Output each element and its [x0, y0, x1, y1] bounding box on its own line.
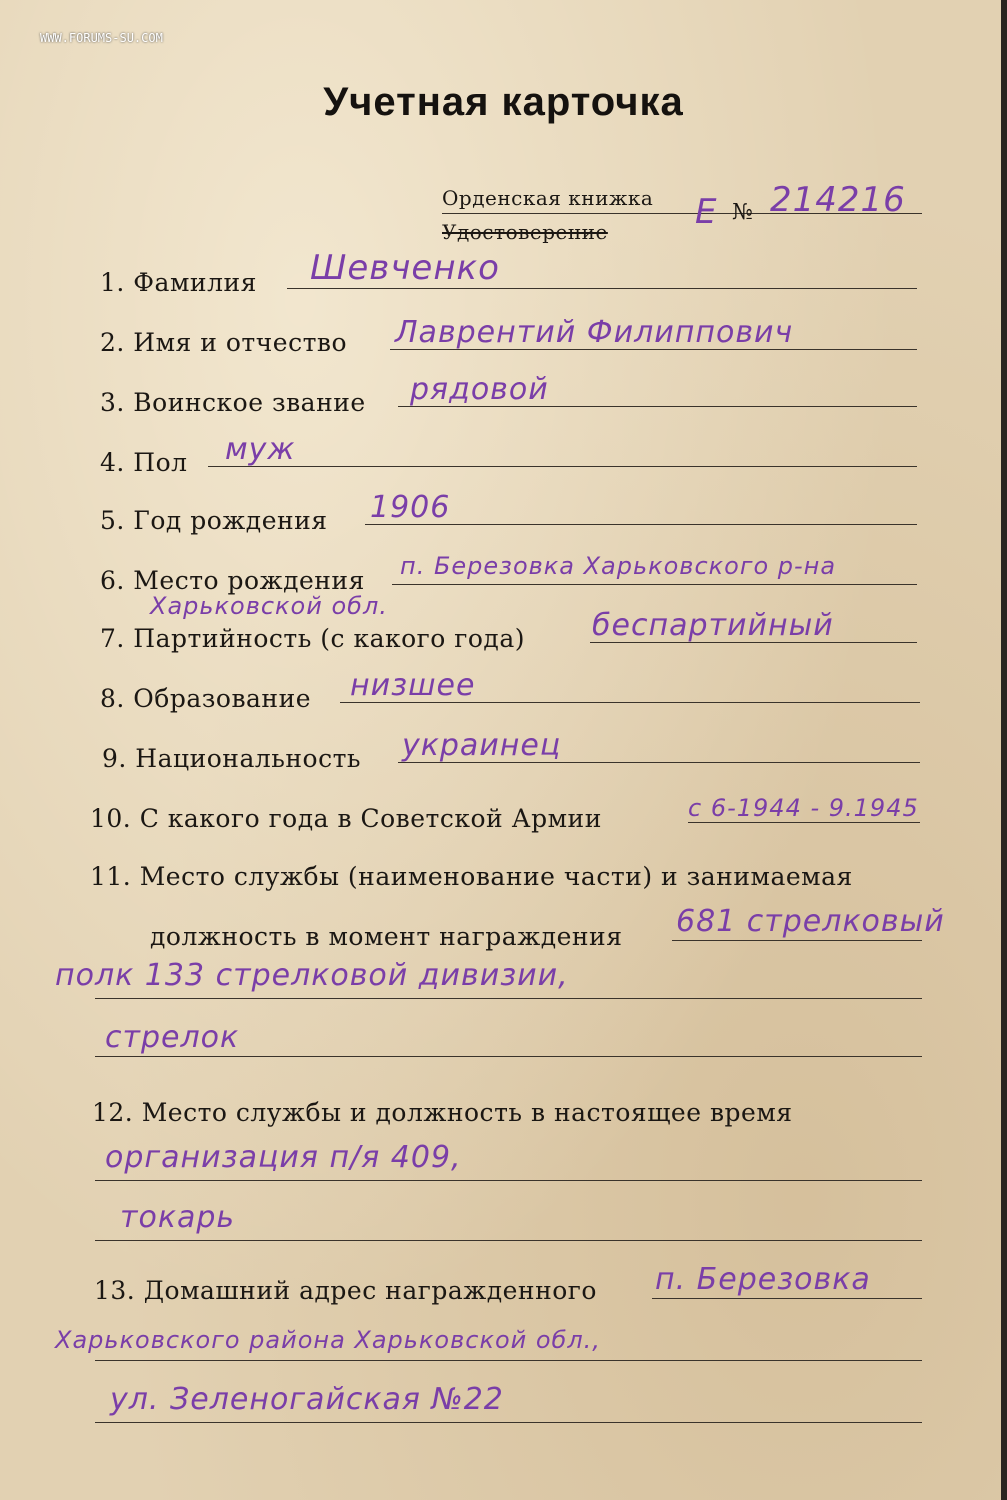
field-line-army-since [688, 822, 920, 823]
field-value-army-since: с 6-1944 - 9.1945 [688, 794, 919, 822]
field-line-unit-3 [95, 1056, 922, 1057]
field-value-unit-line-1: полк 133 стрелковой дивизии, [55, 958, 569, 993]
field-value-education: низшее [350, 668, 476, 703]
field-value-name: Лаврентий Филиппович [395, 315, 794, 350]
field-line-unit-2 [95, 998, 922, 999]
field-label-army-since: 10. С какого года в Советской Армии [90, 804, 602, 833]
field-value-current-job-line-1: организация п/я 409, [105, 1140, 462, 1175]
field-label-nationality: 9. Национальность [102, 744, 362, 773]
field-label-birthplace: 6. Место рождения [100, 566, 365, 595]
field-label-surname: 1. Фамилия [100, 268, 257, 297]
series-value: Е [695, 192, 718, 232]
field-label-name: 2. Имя и отчество [100, 328, 348, 357]
field-line-sex [208, 466, 917, 467]
field-value-sex: муж [225, 432, 296, 467]
field-label-current-job: 12. Место службы и должность в настоящее время [92, 1098, 793, 1127]
field-line-birthplace [392, 584, 917, 585]
field-label-sex: 4. Пол [100, 448, 188, 477]
field-value-nationality: украинец [402, 728, 562, 763]
card-title: Учетная карточка [323, 80, 684, 124]
field-label-unit-2: должность в момент награждения [150, 922, 623, 951]
field-line-home-address-3 [95, 1422, 922, 1423]
field-line-current-job [95, 1180, 922, 1181]
field-value-current-job-line-2: токарь [120, 1200, 236, 1235]
field-value-surname: Шевченко [310, 248, 500, 288]
number-prefix: № [732, 200, 754, 225]
certificate-label: Удостоверение [442, 220, 608, 244]
field-line-surname [287, 288, 917, 289]
field-value-rank: рядовой [410, 372, 549, 407]
order-book-label: Орденская книжка [442, 186, 654, 210]
field-line-current-job-2 [95, 1240, 922, 1241]
field-value-birthplace-2: Харьковской обл. [150, 592, 388, 620]
field-label-party: 7. Партийность (с какого года) [100, 624, 525, 653]
field-value-unit: 681 стрелковый [676, 904, 945, 939]
field-label-rank: 3. Воинское звание [100, 388, 366, 417]
field-value-birth-year: 1906 [370, 490, 451, 525]
field-value-party: беспартийный [592, 608, 834, 643]
order-book-number: 214216 [770, 180, 906, 220]
field-value-unit-line-2: стрелок [105, 1020, 240, 1055]
field-label-education: 8. Образование [100, 684, 312, 713]
field-value-birthplace: п. Березовка Харьковского р-на [400, 552, 837, 580]
field-label-birth-year: 5. Год рождения [100, 506, 328, 535]
watermark: WWW.FORUMS-SU.COM [40, 31, 163, 45]
field-label-home-address: 13. Домашний адрес награжденного [94, 1276, 597, 1305]
field-value-home-address: п. Березовка [655, 1262, 871, 1297]
field-line-home-address-2 [95, 1360, 922, 1361]
field-line-unit [672, 940, 922, 941]
field-label-unit: 11. Место службы (наименование части) и занимаемая [90, 862, 853, 891]
field-line-home-address [652, 1298, 922, 1299]
field-value-home-address-line-1: Харьковского района Харьковской обл., [55, 1326, 601, 1354]
field-value-home-address-line-2: ул. Зеленогайская №22 [110, 1382, 504, 1417]
